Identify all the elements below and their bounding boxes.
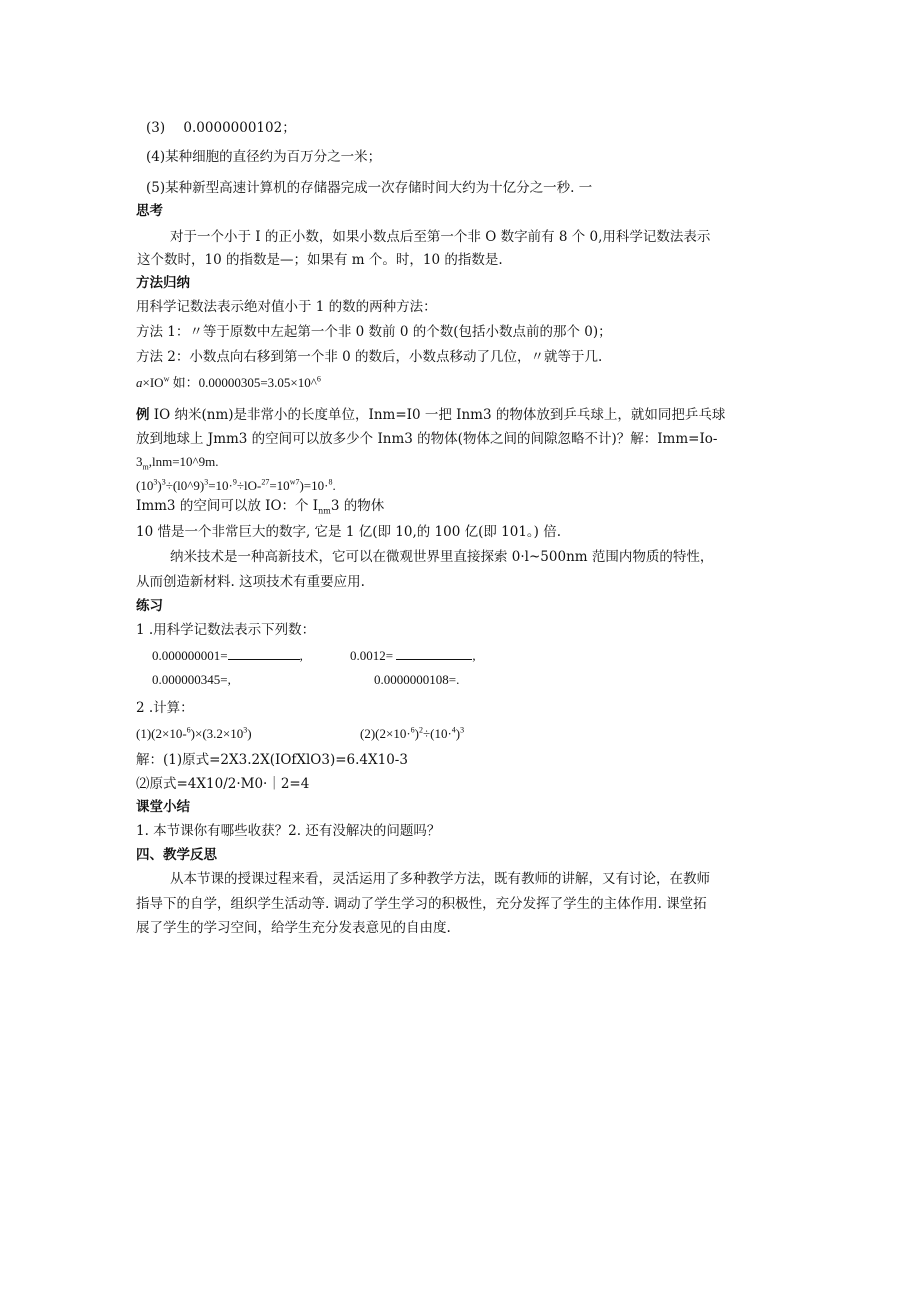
text: , bbox=[299, 648, 303, 663]
text: =10 bbox=[269, 478, 290, 493]
nano-line-1: 纳米技术是一种高新技术，它可以在微观世界里直接探索 0·l~500nm 范围内物质的特性， bbox=[170, 549, 714, 565]
reflection-line-1: 从本节课的授课过程来看，灵活运用了多种教学方法，既有教师的讲解，又有讨论，在教师 bbox=[170, 871, 710, 887]
text: . bbox=[332, 478, 336, 493]
practice-1-row-2b: 0.0000000108=. bbox=[374, 672, 460, 687]
text: 4 bbox=[451, 725, 456, 735]
heading-practice: 练习 bbox=[136, 598, 163, 614]
practice-2-item-1 bbox=[136, 724, 252, 744]
example-text: IO 纳米(nm)是非常小的长度单位，Inm=I0 一把 Inm3 的物体放到乒乓球上，就如同把乒乓球 bbox=[149, 407, 726, 423]
practice-2-label: 2 .计算： bbox=[136, 700, 194, 716]
solution-2: ⑵原式=4X10/2·M0·｜2=4 bbox=[136, 776, 310, 792]
heading-summary: 课堂小结 bbox=[136, 799, 190, 815]
practice-1-row-1b bbox=[350, 646, 476, 666]
answer-blank[interactable] bbox=[228, 647, 300, 660]
method-1: 方法 1：〃等于原数中左起第一个非 0 数前 0 的个数(包括小数点前的那个 0)； bbox=[136, 324, 612, 340]
text: m bbox=[142, 462, 149, 472]
text: )×(3.2×10 bbox=[190, 726, 244, 741]
text: 6 bbox=[186, 725, 191, 735]
text: 3 bbox=[136, 454, 143, 469]
text: 0.0012= bbox=[350, 648, 394, 663]
text: 8 bbox=[328, 477, 333, 487]
text: nm bbox=[318, 506, 331, 516]
text: Imm3 的空间可以放 IO：个 I bbox=[136, 498, 319, 514]
summary-line: 1. 本节课你有哪些收获？2. 还有没解决的问题吗？ bbox=[136, 823, 441, 839]
text: (10 bbox=[136, 478, 154, 493]
think-line-1: 对于一个小于 I 的正小数，如果小数点后至第一个非 O 数字前有 8 个 0,用科学记数法表示 bbox=[170, 229, 711, 245]
reflection-line-3: 展了学生的学习空间，给学生充分发表意见的自由度. bbox=[136, 920, 451, 936]
heading-think: 思考 bbox=[136, 203, 163, 219]
text: 2 bbox=[419, 725, 423, 735]
text: ÷lO- bbox=[236, 478, 262, 493]
item-4: (4)某种细胞的直径约为百万分之一米； bbox=[146, 149, 382, 165]
formula-exp: w bbox=[163, 374, 170, 384]
text: (2)(2×10· bbox=[360, 726, 411, 741]
heading-reflection: 四、教学反思 bbox=[136, 847, 217, 863]
answer-blank[interactable] bbox=[396, 647, 472, 660]
text: 0.000000001= bbox=[152, 648, 228, 663]
formula-base: ×IO bbox=[142, 375, 164, 390]
heading-method: 方法归纳 bbox=[136, 275, 190, 291]
text: ) bbox=[455, 726, 461, 741]
practice-2-item-2 bbox=[360, 724, 464, 744]
method-intro: 用科学记数法表示绝对值小于 1 的数的两种方法： bbox=[136, 299, 437, 315]
text: 3 bbox=[153, 477, 158, 487]
space-line bbox=[136, 496, 384, 516]
text: ) bbox=[247, 726, 252, 741]
text: =10· bbox=[208, 478, 233, 493]
solution-1: 解：(1)原式=2X3.2X(IOfXlO3)=6.4X10-3 bbox=[136, 752, 408, 768]
text: ÷(l0^9) bbox=[165, 478, 205, 493]
text: ) bbox=[414, 726, 419, 741]
text: , bbox=[472, 648, 476, 663]
example-label: 例 bbox=[136, 407, 150, 423]
practice-1-label: 1 .用科学记数法表示下列数： bbox=[136, 622, 316, 638]
text: 3 bbox=[204, 477, 209, 487]
text: 3 的物休 bbox=[330, 498, 385, 514]
text: (1)(2×10- bbox=[136, 726, 187, 741]
text: 9 bbox=[232, 477, 237, 487]
example-line-2: 放到地球上 Jmm3 的空间可以放多少个 Inm3 的物体(物体之间的间隙忽略不计)？解：Imm=Io- bbox=[136, 431, 718, 447]
text: ÷(10· bbox=[423, 726, 452, 741]
text: 3 bbox=[460, 725, 465, 735]
text: 3 bbox=[243, 725, 248, 735]
nano-line-2: 从而创造新材料. 这项技术有重要应用. bbox=[136, 574, 365, 590]
item-5: (5)某种新型高速计算机的存储器完成一次存储时间大约为十亿分之一秒. 一 bbox=[146, 180, 593, 196]
item-value: 0.0000000102； bbox=[183, 120, 296, 136]
formula-example-exp: 6 bbox=[316, 374, 321, 384]
big-number-line: 10 惜是一个非常巨大的数字, 它是 1 亿(即 10,的 100 亿(即 101。) 倍. bbox=[136, 524, 562, 540]
text: )=10· bbox=[299, 478, 329, 493]
practice-1-row-2a: 0.000000345=, bbox=[152, 672, 231, 687]
example-line-3 bbox=[136, 452, 219, 472]
text: w7 bbox=[289, 477, 300, 487]
item-3 bbox=[146, 118, 296, 138]
text: ) bbox=[157, 478, 162, 493]
method-2: 方法 2：小数点向右移到第一个非 0 的数后，小数点移动了几位，〃就等于几. bbox=[136, 349, 603, 365]
think-line-2: 这个数时，10 的指数是—；如果有 m 个。时，10 的指数是. bbox=[137, 252, 503, 268]
reflection-line-2: 指导下的自学，组织学生活动等. 调动了学生学习的积极性，充分发挥了学生的主体作用. 课堂拓 bbox=[136, 896, 707, 912]
example-line-1 bbox=[136, 405, 725, 425]
formula-line bbox=[136, 373, 321, 393]
formula-example: 如：0.00000305=3.05×10^ bbox=[169, 375, 317, 390]
text: 6 bbox=[410, 725, 415, 735]
text: 3 bbox=[161, 477, 166, 487]
calc-line bbox=[136, 476, 336, 496]
practice-1-row-1 bbox=[152, 646, 303, 666]
text: ,lnm=10^9m. bbox=[148, 454, 219, 469]
formula-var: a bbox=[136, 375, 143, 390]
item-label: (3) bbox=[146, 120, 166, 136]
text: 27 bbox=[261, 477, 270, 487]
